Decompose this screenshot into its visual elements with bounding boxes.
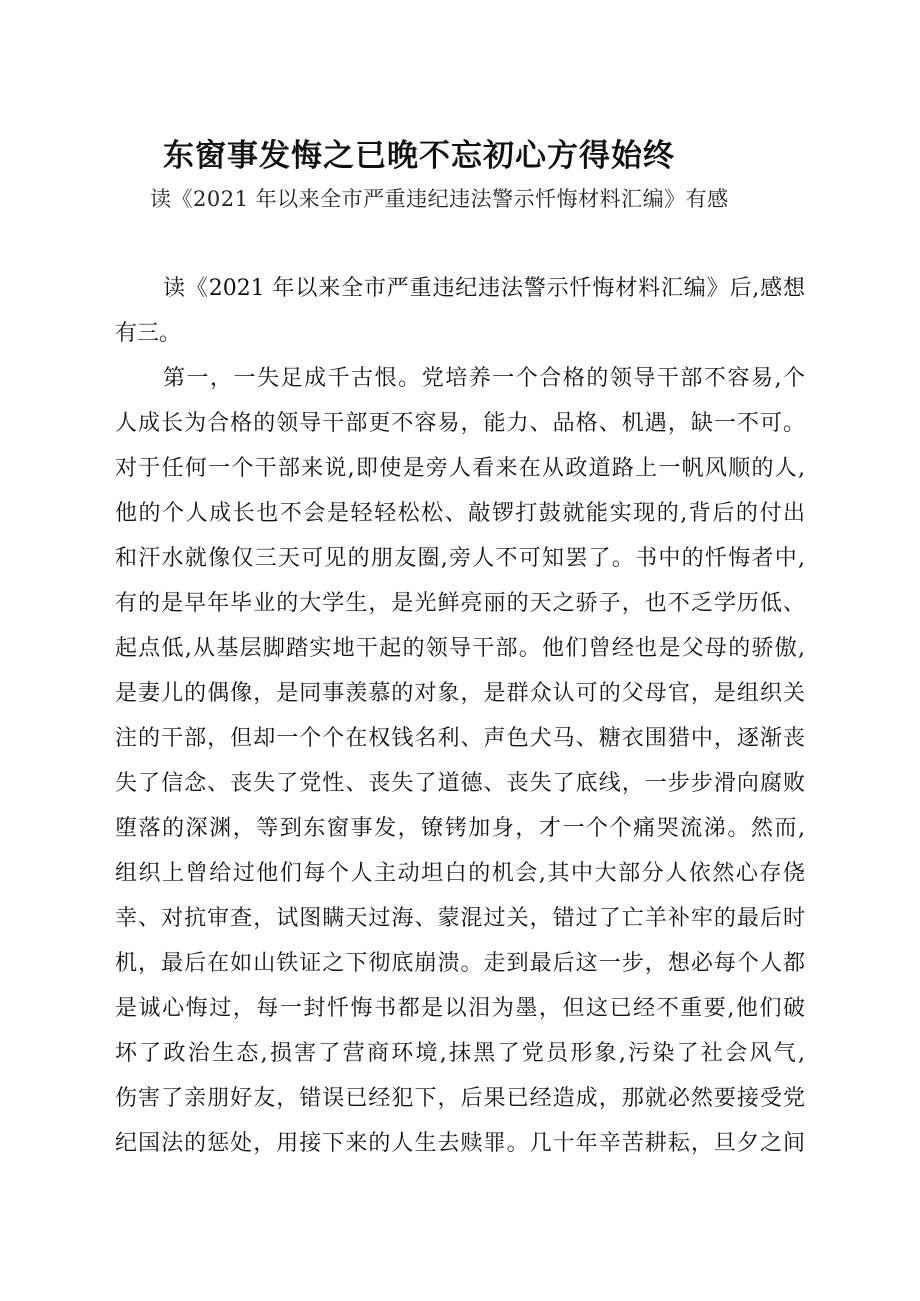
text-line: 堕落的深渊，等到东窗事发，镣铐加身，才一个个痛哭流涕。然而, — [115, 816, 805, 841]
text-line: 伤害了亲朋好友，错误已经犯下，后果已经造成，那就必然要接受党 — [115, 1086, 805, 1111]
paragraph-first-point — [115, 356, 805, 1166]
document-title: 东窗事发悔之已晚不忘初心方得始终 — [163, 138, 675, 174]
text-line: 起点低,从基层脚踏实地干起的领导干部。他们曾经也是父母的骄傲, — [115, 636, 805, 661]
text-line: 幸、对抗审查，试图瞒天过海、蒙混过关，错过了亡羊补牢的最后时 — [115, 906, 805, 931]
paragraph-intro — [115, 266, 805, 356]
text-line: 机，最后在如山铁证之下彻底崩溃。走到最后这一步，想必每个人都 — [115, 951, 805, 976]
text-line: 有的是早年毕业的大学生，是光鲜亮丽的天之骄子，也不乏学历低、 — [115, 591, 805, 616]
text-line: 是妻儿的偶像，是同事羡慕的对象，是群众认可的父母官，是组织关 — [115, 681, 805, 706]
text-line: 注的干部，但却一个个在权钱名利、声色犬马、糖衣围猎中，逐渐丧 — [115, 726, 805, 751]
text-line: 和汗水就像仅三天可见的朋友圈,旁人不可知罢了。书中的忏悔者中, — [115, 546, 805, 571]
document-subtitle: 读《2021 年以来全市严重违纪违法警示忏悔材料汇编》有感 — [150, 187, 729, 211]
text-line: 有三。 — [115, 321, 182, 346]
text-line: 人成长为合格的领导干部更不容易，能力、品格、机遇，缺一不可。 — [115, 411, 805, 436]
text-line: 组织上曾给过他们每个人主动坦白的机会,其中大部分人依然心存侥 — [115, 861, 805, 886]
text-line: 失了信念、丧失了党性、丧失了道德、丧失了底线，一步步滑向腐败 — [115, 771, 805, 796]
text-line: 对于任何一个干部来说,即使是旁人看来在从政道路上一帆风顺的人, — [115, 456, 805, 481]
text-line: 坏了政治生态,损害了营商环境,抹黑了党员形象,污染了社会风气, — [115, 1041, 805, 1066]
text-line: 是诚心悔过，每一封忏悔书都是以泪为墨，但这已经不重要,他们破 — [115, 996, 805, 1021]
text-line: 他的个人成长也不会是轻轻松松、敲锣打鼓就能实现的,背后的付出 — [115, 501, 805, 526]
document-body — [115, 266, 805, 1166]
text-line: 纪国法的惩处，用接下来的人生去赎罪。几十年辛苦耕耘，旦夕之间 — [115, 1131, 805, 1156]
text-line: 读《2021 年以来全市严重违纪违法警示忏悔材料汇编》后,感想 — [163, 276, 805, 301]
text-line: 第一，一失足成千古恨。党培养一个合格的领导干部不容易,个 — [163, 366, 805, 391]
